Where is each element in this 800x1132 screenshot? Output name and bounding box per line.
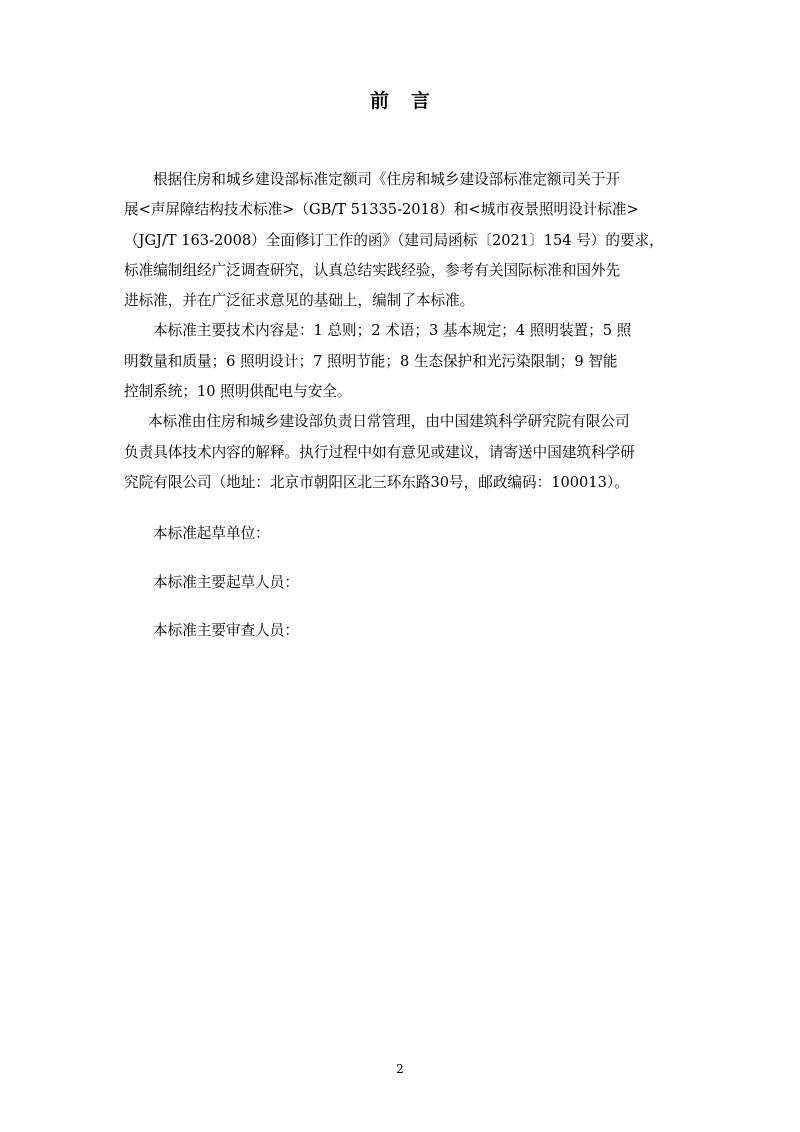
page-number: 2 xyxy=(396,1062,404,1076)
drafting-units: 本标准起草单位： xyxy=(153,525,270,543)
main-reviewers: 本标准主要审查人员： xyxy=(153,621,299,639)
basis-paragraph xyxy=(124,165,670,316)
basis-line-4: 标准编制组经广泛调查研究，认真总结实践经验，参考有关国际标准和国外先 xyxy=(124,261,621,279)
title-char-1: 前 xyxy=(369,90,389,112)
management-line-1: 本标准由住房和城乡建设部负责日常管理，由中国建筑科学研究院有限公司 xyxy=(148,413,630,431)
contents-line-3: 控制系统；10 照明供配电与安全。 xyxy=(124,383,352,401)
management-paragraph xyxy=(124,407,670,498)
basis-line-5: 进标准，并在广泛征求意见的基础上，编制了本标准。 xyxy=(124,292,475,310)
basis-line-2: 展<声屏障结构技术标准>（GB/T 51335-2018）和<城市夜景照明设计标准> xyxy=(124,201,639,219)
title-char-2: 言 xyxy=(411,90,431,112)
main-drafters: 本标准主要起草人员： xyxy=(153,573,299,591)
contents-paragraph xyxy=(124,316,670,407)
page-title xyxy=(0,86,800,113)
contents-line-2: 明数量和质量；6 照明设计；7 照明节能；8 生态保护和光污染限制；9 智能 xyxy=(124,352,618,370)
management-line-2: 负责具体技术内容的解释。执行过程中如有意见或建议，请寄送中国建筑科学研 xyxy=(124,443,635,461)
basis-line-3: （JGJ/T 163-2008）全面修订工作的函》（建司局函标〔2021〕154 号）的要求， xyxy=(124,231,664,249)
preface-body xyxy=(124,165,670,646)
basis-line-1: 根据住房和城乡建设部标准定额司《住房和城乡建设部标准定额司关于开 xyxy=(153,171,621,188)
management-line-3: 究院有限公司（地址：北京市朝阳区北三环东路30号，邮政编码：100013）。 xyxy=(124,473,629,491)
contents-line-1: 本标准主要技术内容是：1 总则；2 术语；3 基本规定；4 照明装置；5 照 xyxy=(153,322,632,340)
